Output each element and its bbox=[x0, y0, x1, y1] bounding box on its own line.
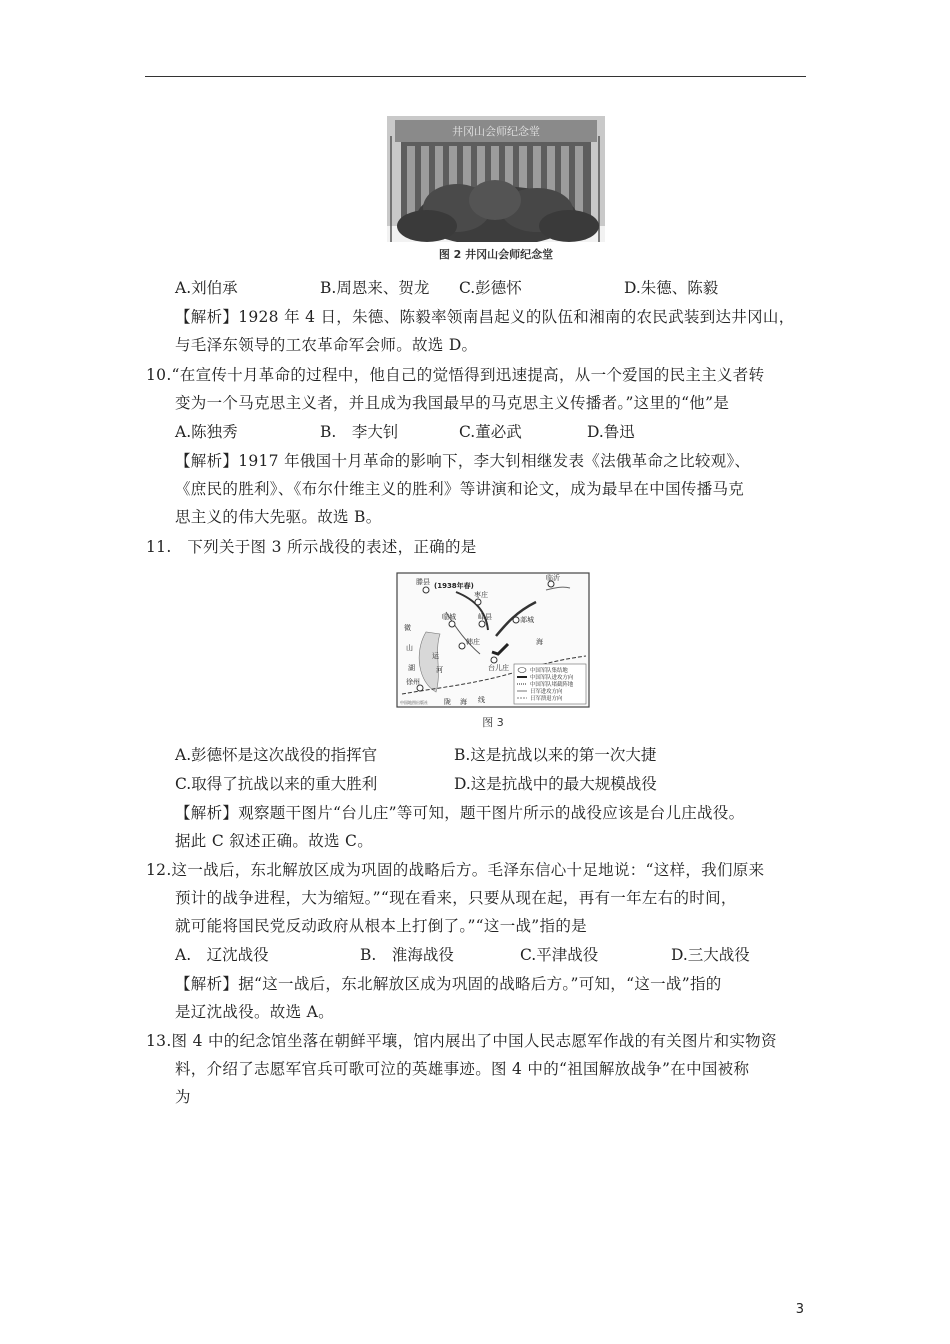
q9-option-d: D.朱德、陈毅 bbox=[624, 279, 719, 297]
map-label-xian: 线 bbox=[478, 696, 485, 704]
map-label-long: 陇 bbox=[444, 698, 451, 706]
q11-analysis-line-1: 【解析】观察题干图片“台儿庄”等可知，题干图片所示的战役应该是台儿庄战役。 bbox=[175, 804, 745, 822]
page-number: 3 bbox=[795, 1302, 804, 1317]
map-label-zaozhuang: 枣庄 bbox=[474, 591, 488, 599]
q10-option-c: C.董必武 bbox=[459, 423, 522, 441]
q11-option-a: A.彭德怀是这次战役的指挥官 bbox=[175, 746, 378, 764]
figure-2-photo bbox=[387, 116, 605, 266]
q9-analysis-line-1: 【解析】1928 年 4 日，朱德、陈毅率领南昌起义的队伍和湘南的农民武装到达井冈山， bbox=[175, 308, 795, 326]
map-label-hai: 海 bbox=[460, 698, 467, 706]
q12-analysis-line-1: 【解析】据“这一战后，东北解放区成为巩固的战略后方。”可知，“这一战”指的 bbox=[175, 975, 722, 993]
map-label-hanzhuang: 韩庄 bbox=[466, 638, 480, 646]
q12-analysis-line-2: 是辽沈战役。故选 A。 bbox=[175, 1003, 334, 1021]
map-label-hu: 湖 bbox=[408, 664, 415, 672]
q11-option-d: D.这是抗战中的最大规模战役 bbox=[454, 775, 657, 793]
q9-option-a: A.刘伯承 bbox=[175, 279, 238, 297]
q12-option-c: C.平津战役 bbox=[520, 946, 599, 964]
q12-stem-line-1: 12.这一战后，东北解放区成为巩固的战略后方。毛泽东信心十足地说：“这样，我们原来 bbox=[146, 861, 765, 879]
q10-option-d: D.鲁迅 bbox=[587, 423, 635, 441]
q10-analysis-line-1: 【解析】1917 年俄国十月革命的影响下，李大钊相继发表《法俄革命之比较观》、 bbox=[175, 452, 751, 470]
figure-2-caption: 图 2 井冈山会师纪念堂 bbox=[438, 248, 554, 261]
q13-stem-line-3: 为 bbox=[175, 1088, 191, 1106]
memorial-sign-text: 井冈山会师纪念堂 bbox=[452, 125, 540, 138]
map-label-tengxian: 滕县 bbox=[416, 578, 430, 586]
header-rule bbox=[145, 76, 806, 77]
q12-stem-line-2: 预计的战争进程，大为缩短。”“现在看来，只要从现在起，再有一年左右的时间， bbox=[175, 889, 737, 907]
q10-analysis-line-3: 思主义的伟大先驱。故选 B。 bbox=[175, 508, 382, 526]
map-label-xuzhou: 徐州 bbox=[406, 678, 420, 686]
q10-stem-line-1: 10.“在宣传十月革命的过程中，他自己的觉悟得到迅速提高，从一个爱国的民主主义者转 bbox=[146, 366, 765, 384]
map-label-linyi: 临沂 bbox=[546, 574, 560, 582]
map-label-sea: 海 bbox=[536, 638, 543, 646]
legend-item-4: 日军进攻方向 bbox=[530, 689, 563, 695]
legend-item-3: 中国军队堵截阵地 bbox=[530, 682, 574, 688]
q11-option-b: B.这是抗战以来的第一次大捷 bbox=[454, 746, 657, 764]
q12-option-b: B. 淮海战役 bbox=[360, 946, 454, 964]
legend-item-1: 中国军队集结地 bbox=[530, 668, 568, 674]
q9-option-b: B.周恩来、贺龙 bbox=[320, 279, 430, 297]
q10-analysis-line-2: 《庶民的胜利》、《布尔什维主义的胜利》等讲演和论文，成为最早在中国传播马克 bbox=[175, 480, 745, 498]
q13-stem-line-1: 13.图 4 中的纪念馆坐落在朝鲜平壤，馆内展出了中国人民志愿军作战的有关图片和实物资 bbox=[146, 1032, 777, 1050]
map-label-taierzhuang: 台儿庄 bbox=[488, 664, 509, 672]
q12-option-d: D.三大战役 bbox=[671, 946, 750, 964]
q11-stem: 11. 下列关于图 3 所示战役的表述，正确的是 bbox=[146, 538, 477, 556]
q9-option-c: C.彭德怀 bbox=[459, 279, 522, 297]
battle-map-image bbox=[396, 572, 590, 736]
q9-analysis-line-2: 与毛泽东领导的工农革命军会师。故选 D。 bbox=[175, 336, 478, 354]
q11-analysis-line-2: 据此 C 叙述正确。故选 C。 bbox=[175, 832, 374, 850]
q10-option-a: A.陈独秀 bbox=[175, 423, 238, 441]
legend-item-5: 日军溃退方向 bbox=[530, 696, 563, 702]
q10-option-b: B. 李大钊 bbox=[320, 423, 399, 441]
q12-option-a: A. 辽沈战役 bbox=[175, 946, 269, 964]
map-label-he: 河 bbox=[436, 666, 443, 674]
map-label-lincheng: 临城 bbox=[442, 613, 456, 621]
map-label-yixian: 峄县 bbox=[478, 613, 492, 621]
q13-stem-line-2: 料，介绍了志愿军官兵可歌可泣的英雄事迹。图 4 中的“祖国解放战争”在中国被称 bbox=[175, 1060, 750, 1078]
map-publisher-note: 中国地图出版社 bbox=[400, 700, 428, 705]
map-label-yun: 运 bbox=[432, 652, 439, 660]
legend-item-2: 中国军队进攻方向 bbox=[530, 675, 574, 681]
figure-3-caption: 图 3 bbox=[482, 716, 504, 729]
map-label-tancheng: 郯城 bbox=[520, 616, 534, 624]
q10-stem-line-2: 变为一个马克思主义者，并且成为我国最早的马克思主义传播者。”这里的“他”是 bbox=[175, 394, 730, 412]
q11-option-c: C.取得了抗战以来的重大胜利 bbox=[175, 775, 378, 793]
map-label-wei: 微 bbox=[404, 624, 411, 632]
q12-stem-line-3: 就可能将国民党反动政府从根本上打倒了。”“这一战”指的是 bbox=[175, 917, 587, 935]
memorial-hall-image bbox=[387, 116, 605, 266]
map-label-shan: 山 bbox=[406, 644, 413, 652]
figure-3-map bbox=[396, 572, 590, 736]
map-year-label: (1938年春) bbox=[434, 582, 474, 590]
